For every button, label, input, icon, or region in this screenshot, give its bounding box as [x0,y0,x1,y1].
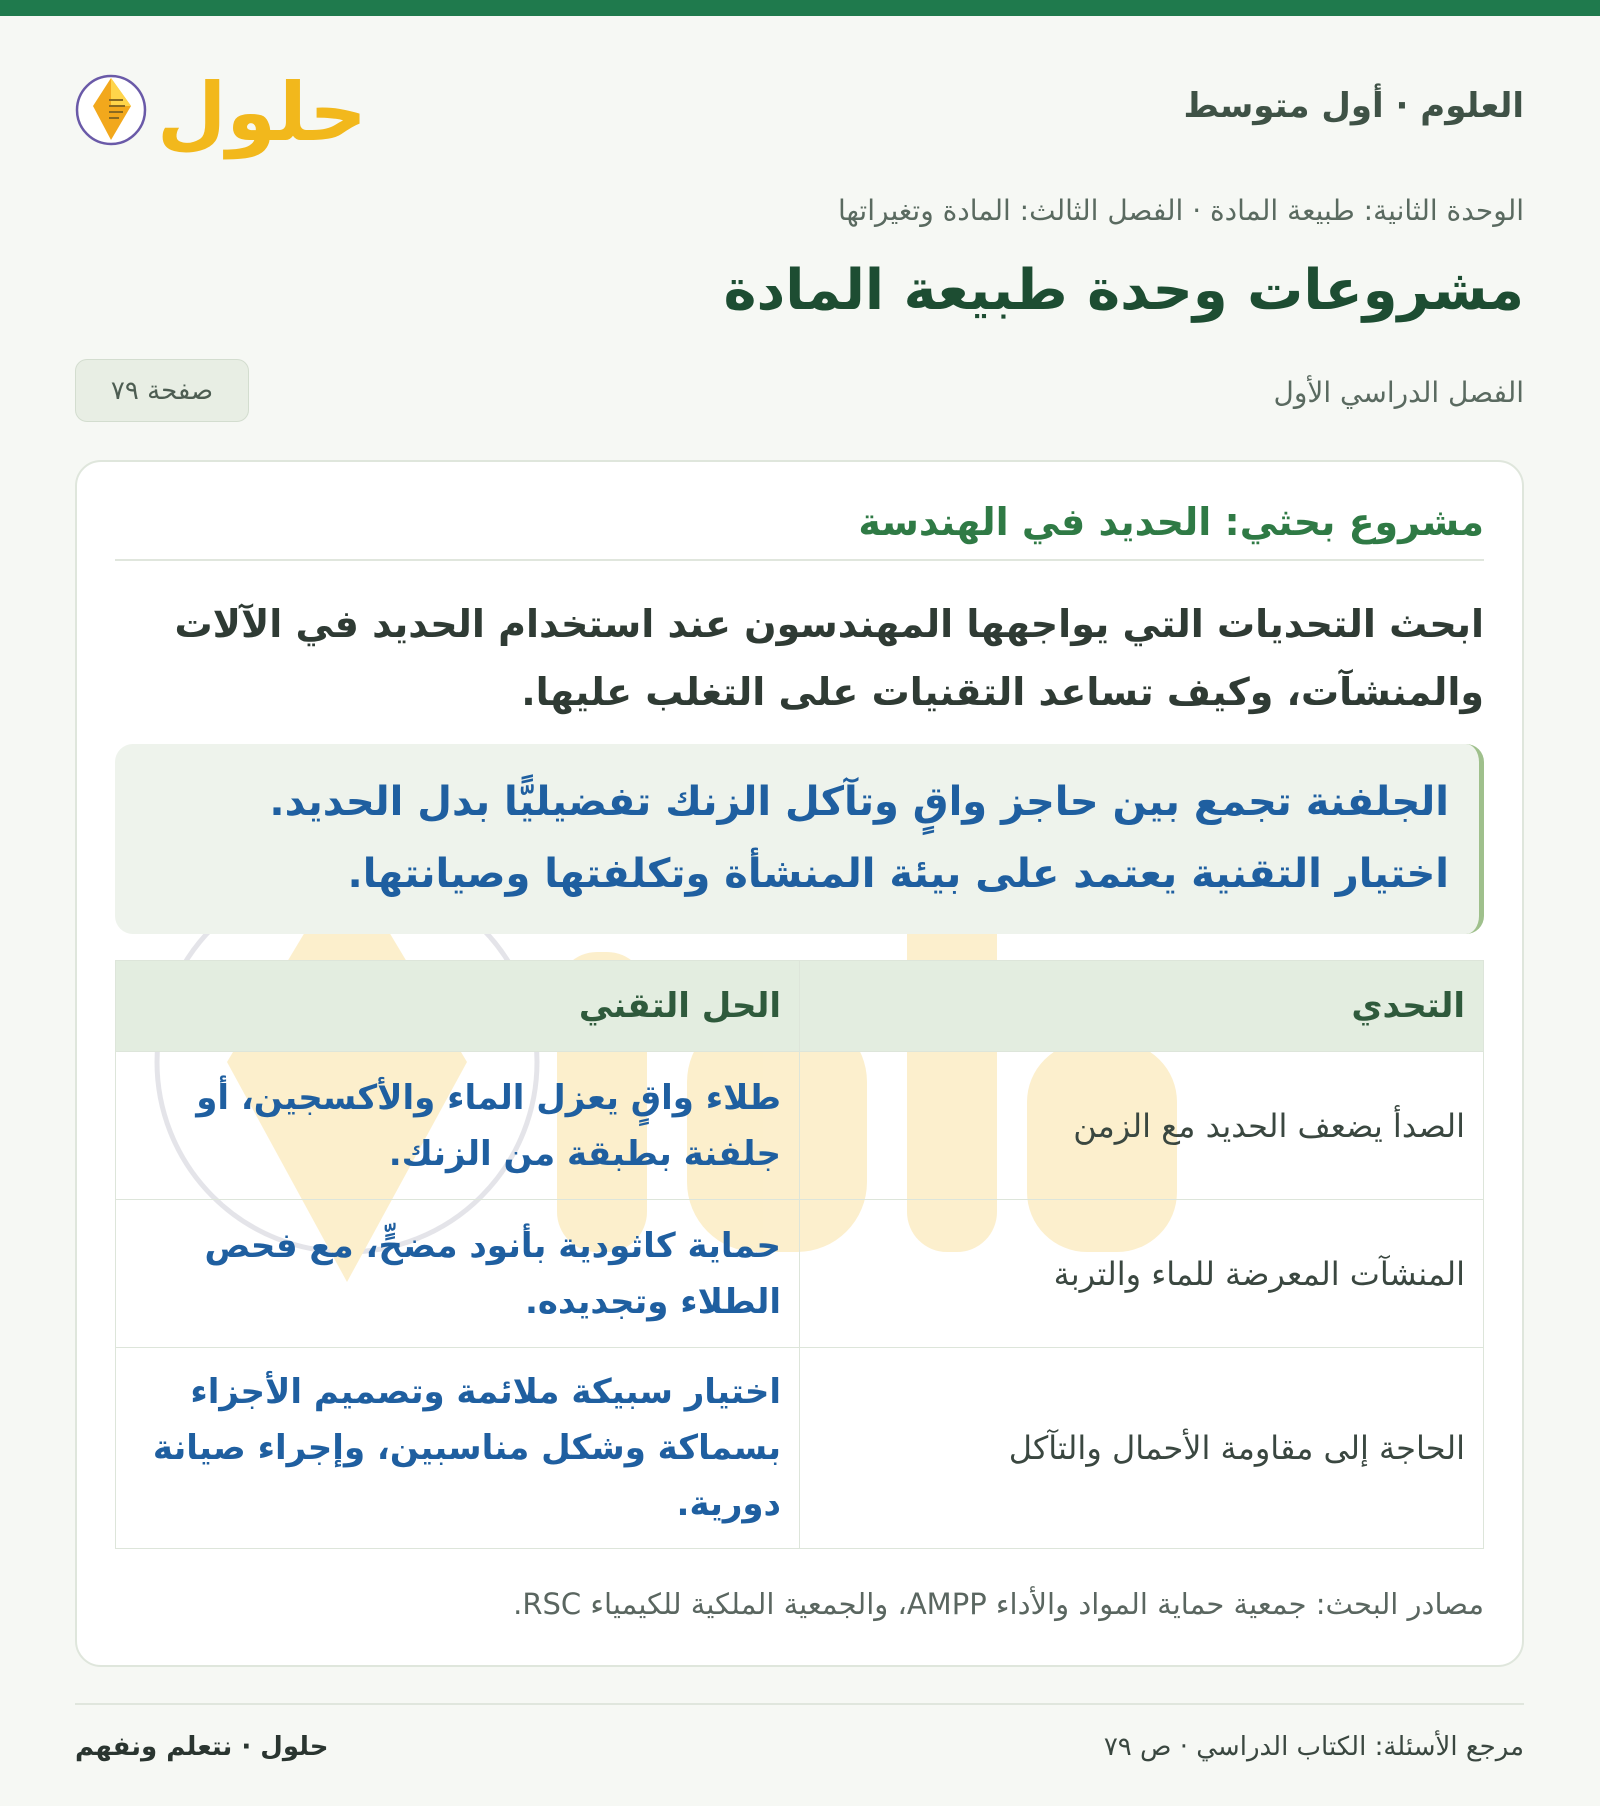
challenge-cell: المنشآت المعرضة للماء والتربة [800,1200,1484,1348]
project-title: مشروع بحثي: الحديد في الهندسة [858,500,1484,544]
research-sources: مصادر البحث: جمعية حماية المواد والأداء AMPP، والجمعية الملكية للكيمياء RSC. [513,1587,1484,1621]
top-accent-bar [0,0,1600,16]
hulul-logo [75,56,367,160]
solution-cell: طلاء واقٍ يعزل الماء والأكسجين، أو جلفنة بطبقة من الزنك. [116,1052,800,1200]
breadcrumb: الوحدة الثانية: طبيعة المادة · الفصل الثالث: المادة وتغيراتها [837,194,1524,227]
subject-label: العلوم · أول متوسط [1183,86,1524,126]
answer-text: الجلفنة تجمع بين حاجز واقٍ وتآكل الزنك تفضيليًّا بدل الحديد. اختيار التقنية يعتمد على بيئة المنشأة وتكلفتها وصيانتها. [269,779,1449,897]
title-divider [115,559,1484,561]
header-challenge: التحدي [800,961,1484,1052]
svg-text:حلول: حلول [157,66,367,159]
page-title: مشروعات وحدة طبيعة المادة [723,258,1524,323]
solution-cell: اختيار سبيكة ملائمة وتصميم الأجزاء بسماكة وشكل مناسبين، وإجراء صيانة دورية. [116,1348,800,1549]
table-header-row [116,961,1484,1052]
header-solution: الحل التقني [116,961,800,1052]
table-row [116,1052,1484,1200]
answer-box [115,744,1484,934]
table-row [116,1200,1484,1348]
solution-cell: حماية كاثودية بأنود مضحٍّ، مع فحص الطلاء وتجديده. [116,1200,800,1348]
page-header [75,56,1524,160]
challenge-cell: الحاجة إلى مقاومة الأحمال والتآكل [800,1348,1484,1549]
table-row [116,1348,1484,1549]
research-question: ابحث التحديات التي يواجهها المهندسون عند استخدام الحديد في الآلات والمنشآت، وكيف تساعد التقنيات على التغلب عليها. [174,602,1484,714]
footer-brand: حلول · نتعلم ونفهم [75,1732,329,1762]
challenge-cell: الصدأ يضعف الحديد مع الزمن [800,1052,1484,1200]
page-number-badge: صفحة ٧٩ [75,359,249,422]
challenges-table [115,960,1484,1549]
project-card [75,460,1524,1667]
footer-divider [75,1703,1524,1705]
semester-label: الفصل الدراسي الأول [1273,376,1524,409]
footer-reference: مرجع الأسئلة: الكتاب الدراسي · ص ٧٩ [1103,1732,1524,1762]
